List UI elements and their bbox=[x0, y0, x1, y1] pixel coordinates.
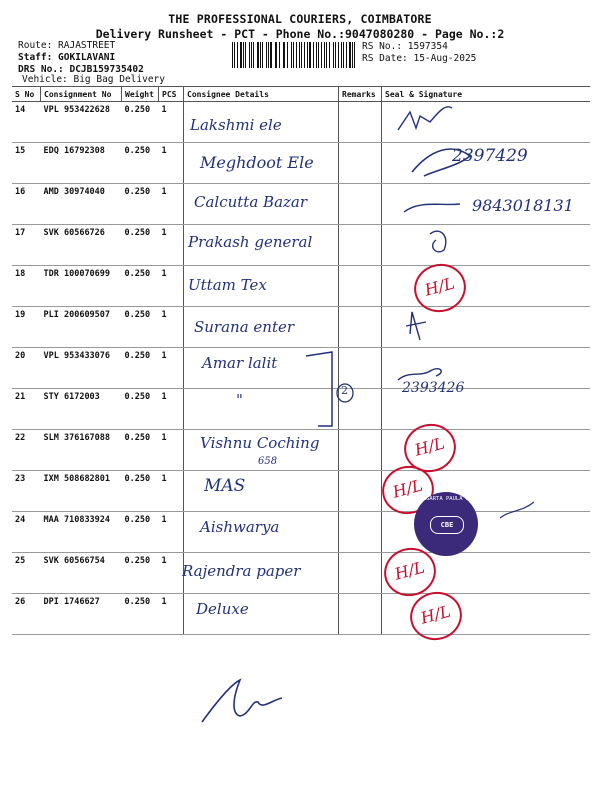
consignee-handwriting: Uttam Tex bbox=[188, 276, 267, 294]
runsheet-subtitle: Delivery Runsheet - PCT - Phone No.:9047080280 - Page No.:2 bbox=[95, 27, 505, 41]
consignee-handwriting: Rajendra paper bbox=[182, 562, 301, 580]
cell-weight: 0.250 bbox=[122, 430, 159, 471]
consignee-handwriting: " bbox=[236, 391, 243, 409]
cell-sno: 16 bbox=[12, 184, 41, 225]
col-consignee: Consignee Details bbox=[184, 87, 339, 102]
seal-ring-text: ALAGARTA PAULA RNA bbox=[416, 496, 476, 502]
cell-consignment: DPI 1746627 bbox=[41, 594, 122, 635]
cell-weight: 0.250 bbox=[122, 102, 159, 143]
cell-sno: 25 bbox=[12, 553, 41, 594]
col-weight: Weight bbox=[122, 87, 159, 102]
rs-date: RS Date: 15-Aug-2025 bbox=[362, 53, 477, 64]
cell-weight: 0.250 bbox=[122, 348, 159, 389]
consignee-handwriting: Vishnu Coching bbox=[200, 434, 320, 452]
cell-pcs: 1 bbox=[159, 184, 184, 225]
cell-weight: 0.250 bbox=[122, 307, 159, 348]
cell-sno: 26 bbox=[12, 594, 41, 635]
cell-sno: 17 bbox=[12, 225, 41, 266]
cell-sno: 19 bbox=[12, 307, 41, 348]
cell-sno: 24 bbox=[12, 512, 41, 553]
cell-sno: 18 bbox=[12, 266, 41, 307]
cell-sno: 20 bbox=[12, 348, 41, 389]
col-pcs: PCS bbox=[159, 87, 184, 102]
cell-pcs: 1 bbox=[159, 225, 184, 266]
company-seal bbox=[414, 492, 478, 556]
cell-sno: 23 bbox=[12, 471, 41, 512]
bracket-mark: 2 bbox=[341, 384, 348, 397]
signature-phone: 2393426 bbox=[402, 380, 465, 396]
cell-sno: 21 bbox=[12, 389, 41, 430]
cell-weight: 0.250 bbox=[122, 184, 159, 225]
cell-consignment: TDR 100070699 bbox=[41, 266, 122, 307]
drs-number: DRS No.: DCJB159735402 bbox=[18, 64, 144, 75]
cell-consignment: PLI 200609507 bbox=[41, 307, 122, 348]
seal-center-text: CBE bbox=[430, 516, 464, 534]
signature-phone: 9843018131 bbox=[472, 196, 574, 215]
cell-consignment: SLM 376167088 bbox=[41, 430, 122, 471]
col-seal: Seal & Signature bbox=[382, 87, 591, 102]
hl-stamp: H/L bbox=[409, 258, 472, 318]
cell-pcs: 1 bbox=[159, 389, 184, 430]
cell-consignment: VPL 953433076 bbox=[41, 348, 122, 389]
vehicle-label: Vehicle: Big Bag Delivery bbox=[22, 74, 165, 85]
cell-weight: 0.250 bbox=[122, 143, 159, 184]
cell-pcs: 1 bbox=[159, 143, 184, 184]
cell-pcs: 1 bbox=[159, 471, 184, 512]
cell-weight: 0.250 bbox=[122, 389, 159, 430]
cell-weight: 0.250 bbox=[122, 594, 159, 635]
rs-number: RS No.: 1597354 bbox=[362, 41, 448, 52]
cell-pcs: 1 bbox=[159, 512, 184, 553]
cell-sno: 15 bbox=[12, 143, 41, 184]
consignee-handwriting: 658 bbox=[258, 456, 278, 467]
hl-stamp: H/L bbox=[399, 418, 462, 478]
cell-consignment: SVK 60566726 bbox=[41, 225, 122, 266]
cell-consignment: VPL 953422628 bbox=[41, 102, 122, 143]
cell-pcs: 1 bbox=[159, 594, 184, 635]
hl-stamp: H/L bbox=[405, 586, 468, 646]
cell-weight: 0.250 bbox=[122, 553, 159, 594]
consignee-handwriting: Aishwarya bbox=[200, 518, 280, 536]
cell-pcs: 1 bbox=[159, 553, 184, 594]
hl-stamp: H/L bbox=[379, 542, 442, 602]
cell-consignment: EDQ 16792308 bbox=[41, 143, 122, 184]
cell-pcs: 1 bbox=[159, 430, 184, 471]
cell-pcs: 1 bbox=[159, 307, 184, 348]
consignee-handwriting: Calcutta Bazar bbox=[194, 193, 308, 211]
cell-consignment: AMD 30974040 bbox=[41, 184, 122, 225]
consignee-handwriting: Surana enter bbox=[194, 318, 295, 336]
route-label: Route: RAJASTREET bbox=[18, 40, 116, 51]
col-consignment: Consignment No bbox=[41, 87, 122, 102]
hl-stamp: H/L bbox=[377, 460, 440, 520]
col-remarks: Remarks bbox=[339, 87, 382, 102]
cell-weight: 0.250 bbox=[122, 266, 159, 307]
consignee-handwriting: Deluxe bbox=[196, 600, 249, 618]
consignee-handwriting: MAS bbox=[204, 476, 246, 496]
staff-label: Staff: GOKILAVANI bbox=[18, 52, 116, 63]
cell-weight: 0.250 bbox=[122, 225, 159, 266]
cell-consignment: STY 6172003 bbox=[41, 389, 122, 430]
cell-consignment: MAA 710833924 bbox=[41, 512, 122, 553]
consignee-handwriting: Lakshmi ele bbox=[190, 116, 282, 134]
cell-sno: 14 bbox=[12, 102, 41, 143]
cell-pcs: 1 bbox=[159, 266, 184, 307]
cell-weight: 0.250 bbox=[122, 471, 159, 512]
cell-consignment: IXM 508682801 bbox=[41, 471, 122, 512]
cell-pcs: 1 bbox=[159, 102, 184, 143]
cell-consignment: SVK 60566754 bbox=[41, 553, 122, 594]
consignee-handwriting: Meghdoot Ele bbox=[200, 153, 314, 172]
cell-sno: 22 bbox=[12, 430, 41, 471]
cell-pcs: 1 bbox=[159, 348, 184, 389]
col-sno: S No bbox=[12, 87, 41, 102]
consignee-handwriting: Prakash general bbox=[188, 233, 313, 251]
signature-phone: 2397429 bbox=[452, 146, 528, 166]
cell-weight: 0.250 bbox=[122, 512, 159, 553]
consignee-handwriting: Amar lalit bbox=[202, 354, 278, 372]
company-title: THE PROFESSIONAL COURIERS, COIMBATORE bbox=[168, 12, 432, 26]
